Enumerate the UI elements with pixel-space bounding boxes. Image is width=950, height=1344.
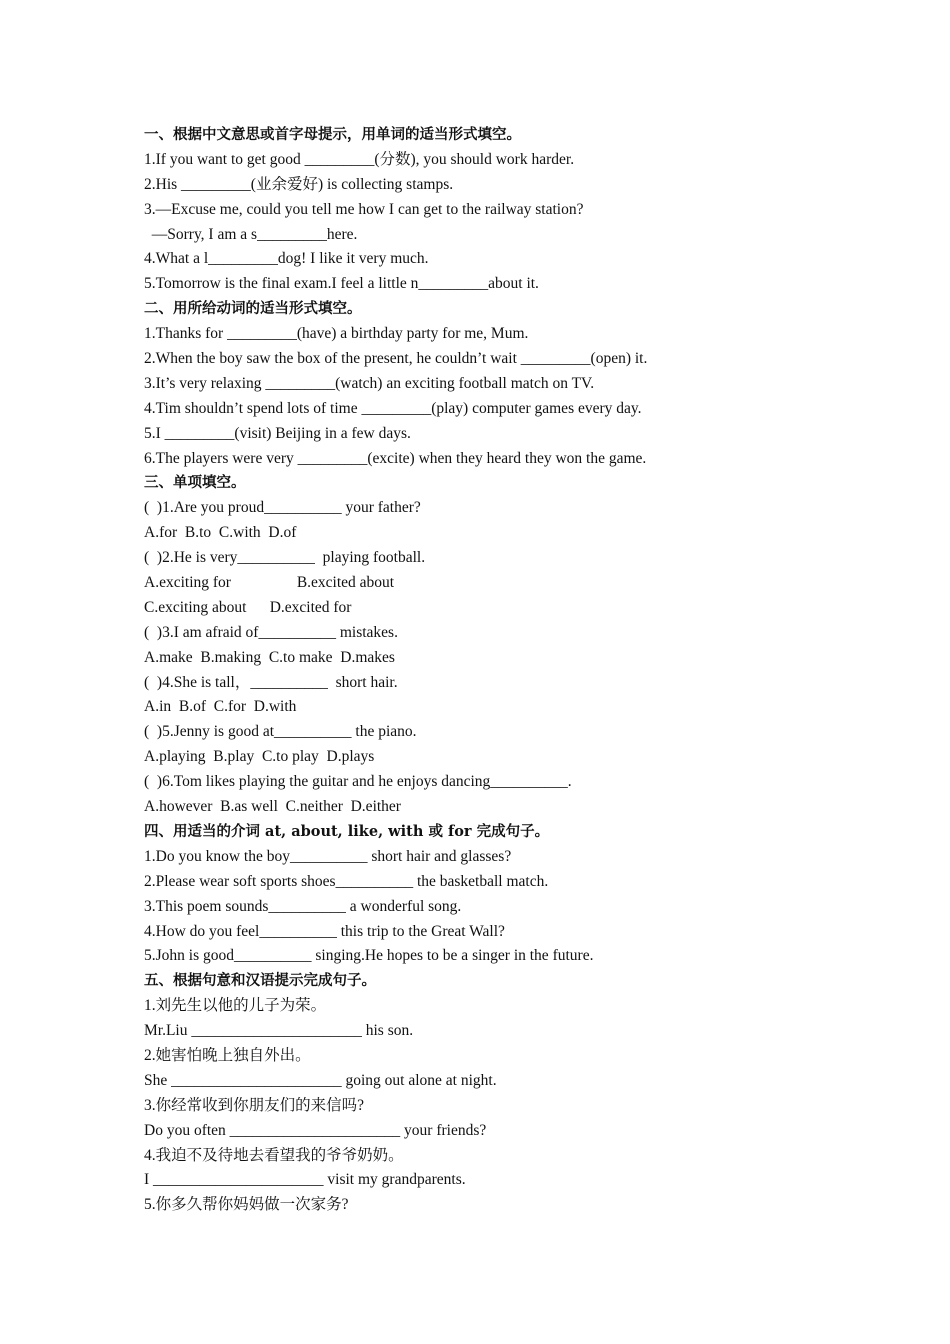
options-line: C.exciting about D.excited for	[144, 598, 352, 616]
chinese-prompt: 2.她害怕晚上独自外出。	[144, 1046, 311, 1064]
worksheet	[144, 123, 844, 1218]
section-2	[144, 297, 844, 471]
question-line: 1.Do you know the boy__________ short hair and glasses?	[144, 847, 512, 865]
chinese-prompt: 1.刘先生以他的儿子为荣。	[144, 997, 327, 1015]
answer-line: Mr.Liu ______________________ his son.	[144, 1022, 414, 1040]
section-heading: 二、用所给动词的适当形式填空。	[144, 300, 362, 318]
question-line: 5.Tomorrow is the final exam.I feel a little n_________about it.	[144, 275, 539, 293]
question-line: 3.It’s very relaxing _________(watch) an exciting football match on TV.	[144, 374, 595, 392]
question-line: ( )1.Are you proud__________ your father?	[144, 499, 421, 517]
question-line: 4.How do you feel__________ this trip to the Great Wall?	[144, 922, 505, 940]
section-1	[144, 123, 844, 297]
chinese-prompt: 3.你经常收到你朋友们的来信吗?	[144, 1096, 365, 1114]
question-line: ( )3.I am afraid of__________ mistakes.	[144, 623, 398, 641]
section-5	[144, 969, 844, 1218]
options-line: A.exciting for B.excited about	[144, 574, 395, 592]
answer-line: I ______________________ visit my grandparents.	[144, 1171, 466, 1189]
question-line: ( )6.Tom likes playing the guitar and he enjoys dancing__________.	[144, 773, 572, 791]
chinese-prompt: 4.我迫不及待地去看望我的爷爷奶奶。	[144, 1146, 404, 1164]
answer-line: Do you often ______________________ your friends?	[144, 1121, 487, 1139]
question-line: 4.What a l_________dog! I like it very much.	[144, 250, 429, 268]
answer-line: She ______________________ going out alone at night.	[144, 1071, 497, 1089]
options-line: A.make B.making C.to make D.makes	[144, 648, 395, 666]
section-heading: 四、用适当的介词 at, about, like, with 或 for 完成句子。	[144, 822, 550, 840]
section-heading: 五、根据句意和汉语提示完成句子。	[144, 972, 376, 990]
question-line: 2.When the boy saw the box of the present, he couldn’t wait _________(open) it.	[144, 350, 648, 368]
question-line: 6.The players were very _________(excite) when they heard they won the game.	[144, 449, 647, 467]
question-line: ( )2.He is very__________ playing football.	[144, 549, 426, 567]
question-line: 3.This poem sounds__________ a wonderful song.	[144, 897, 462, 915]
question-line: 4.Tim shouldn’t spend lots of time _________(play) computer games every day.	[144, 399, 642, 417]
section-3	[144, 471, 844, 819]
options-line: A.playing B.play C.to play D.plays	[144, 748, 375, 766]
section-4	[144, 820, 844, 969]
section-heading: 三、单项填空。	[144, 474, 246, 492]
question-line: 2.Please wear soft sports shoes__________ the basketball match.	[144, 872, 549, 890]
question-line: 1.If you want to get good _________(分数), you should work harder.	[144, 150, 575, 168]
options-line: A.in B.of C.for D.with	[144, 698, 297, 716]
options-line: A.for B.to C.with D.of	[144, 524, 297, 542]
question-line: ( )4.She is tall，__________ short hair.	[144, 673, 398, 691]
options-line: A.however B.as well C.neither D.either	[144, 798, 401, 816]
question-line: 5.I _________(visit) Beijing in a few days.	[144, 424, 411, 442]
question-line: —Sorry, I am a s_________here.	[144, 225, 358, 243]
question-line: 3.—Excuse me, could you tell me how I can get to the railway station?	[144, 200, 584, 218]
chinese-prompt: 5.你多久帮你妈妈做一次家务?	[144, 1196, 349, 1214]
question-line: 2.His _________(业余爱好) is collecting stamps.	[144, 175, 454, 193]
section-heading: 一、根据中文意思或首字母提示，用单词的适当形式填空。	[144, 126, 521, 143]
question-line: 1.Thanks for _________(have) a birthday party for me, Mum.	[144, 325, 529, 343]
question-line: ( )5.Jenny is good at__________ the piano.	[144, 723, 417, 741]
question-line: 5.John is good__________ singing.He hopes to be a singer in the future.	[144, 947, 594, 965]
